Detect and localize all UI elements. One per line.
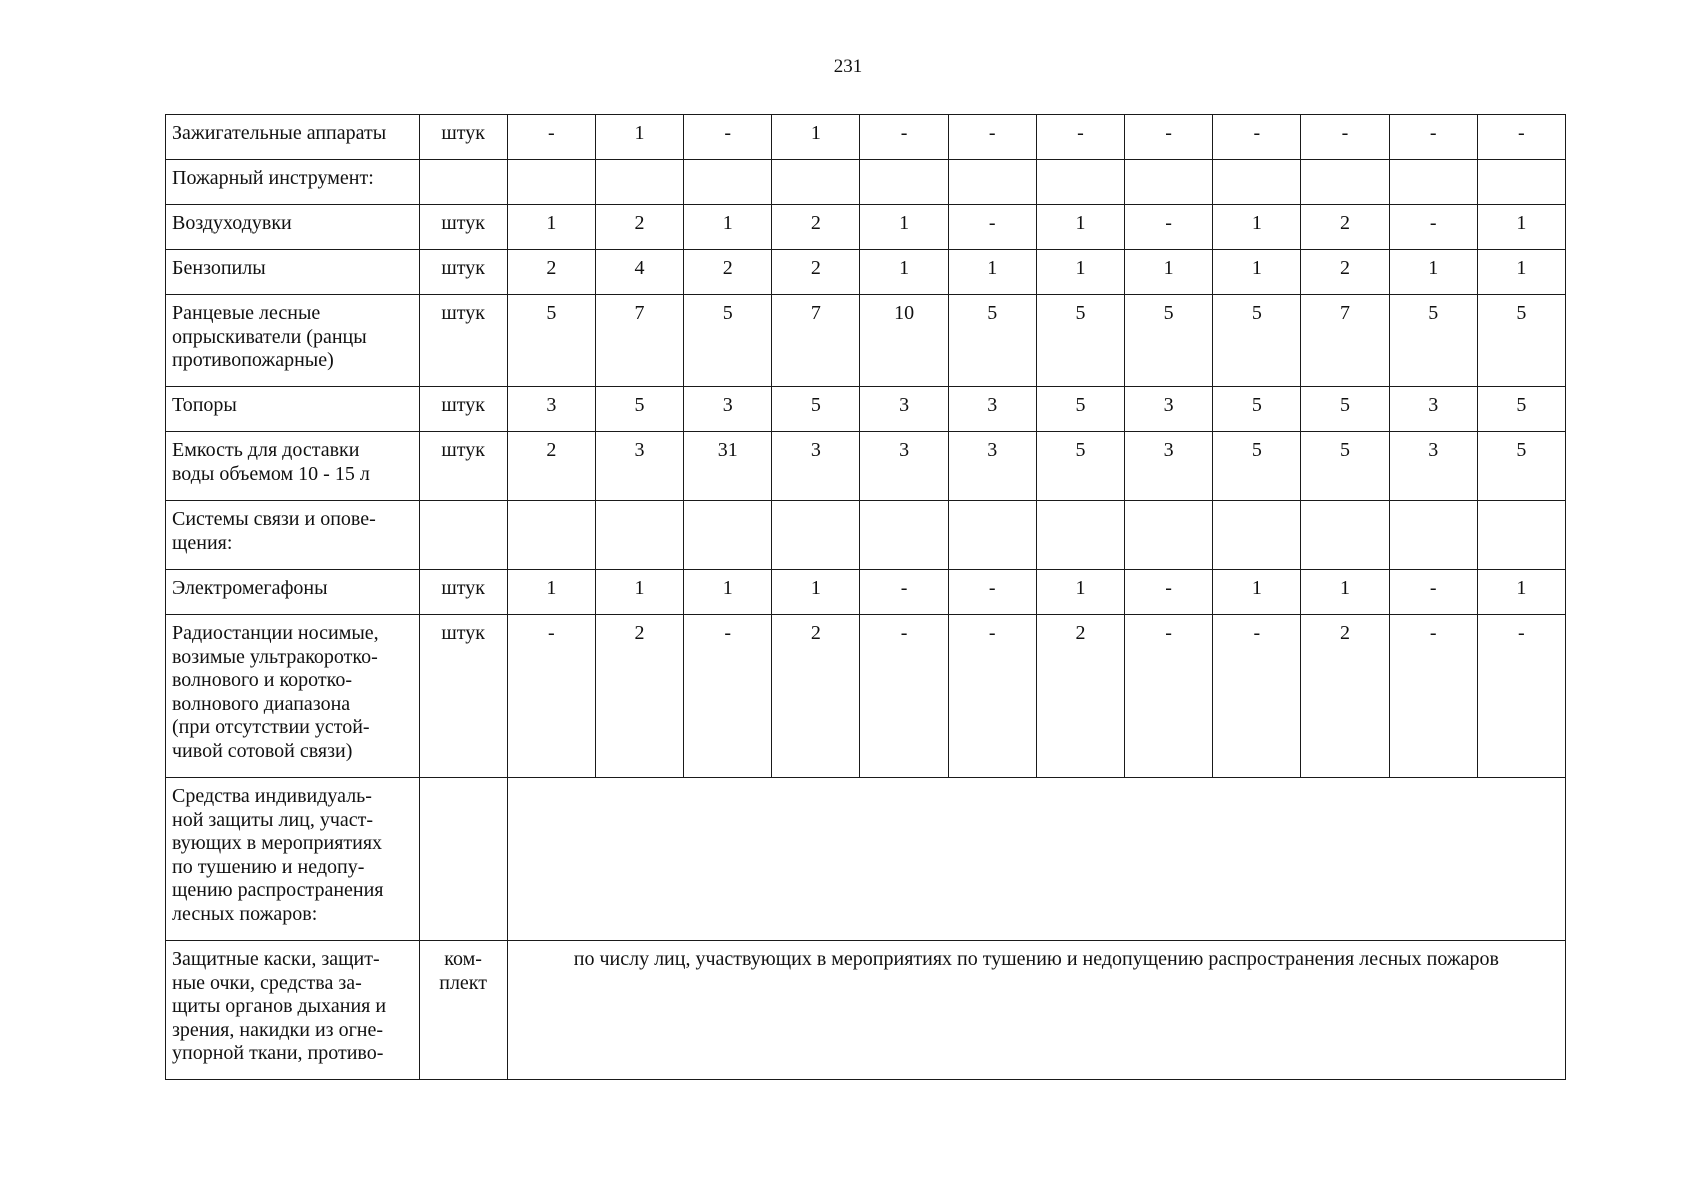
value-cell: 5 [684, 295, 772, 387]
value-cell: 7 [772, 295, 860, 387]
value-cell: 1 [1213, 205, 1301, 250]
item-name-line: противопожарные) [172, 349, 334, 371]
value-cell [595, 160, 683, 205]
value-cell: 1 [1036, 205, 1124, 250]
value-cell: - [1477, 115, 1565, 160]
value-cell: - [1125, 115, 1213, 160]
value-cell [1477, 160, 1565, 205]
value-cell: - [684, 615, 772, 778]
value-cell: 3 [772, 432, 860, 501]
unit-cell: штук [419, 432, 507, 501]
item-name-line: Бензопилы [172, 257, 266, 279]
value-cell: 2 [772, 205, 860, 250]
value-cell [772, 160, 860, 205]
table-row [166, 250, 1566, 295]
value-cell: 1 [1213, 250, 1301, 295]
value-cell: 1 [1477, 205, 1565, 250]
value-cell: - [1125, 615, 1213, 778]
value-cell: 3 [1389, 432, 1477, 501]
value-cell: 1 [1213, 570, 1301, 615]
value-cell: - [948, 570, 1036, 615]
value-cell: 1 [595, 570, 683, 615]
item-name-cell [166, 295, 420, 387]
unit-cell: штук [419, 387, 507, 432]
value-cell: - [507, 615, 595, 778]
value-cell: 1 [1036, 250, 1124, 295]
item-name-line: ные очки, средства за- [172, 971, 362, 994]
table-row [166, 115, 1566, 160]
value-cell [684, 160, 772, 205]
value-cell: 1 [772, 115, 860, 160]
unit-cell [419, 501, 507, 570]
value-cell: 5 [1477, 295, 1565, 387]
table-row [166, 570, 1566, 615]
value-cell: 5 [595, 387, 683, 432]
item-name-line: Средства индивидуаль- [172, 785, 372, 807]
unit-cell [419, 778, 507, 941]
table-body [166, 115, 1566, 1080]
value-cell: - [1213, 115, 1301, 160]
unit-cell: штук [419, 250, 507, 295]
unit-cell: штук [419, 205, 507, 250]
value-cell: 1 [684, 570, 772, 615]
item-name-line: вующих в мероприятиях [172, 832, 383, 854]
table-row [166, 778, 1566, 941]
unit-cell [419, 160, 507, 205]
value-cell: 3 [684, 387, 772, 432]
value-cell: 2 [595, 205, 683, 250]
value-cell: 1 [1301, 570, 1389, 615]
value-cell: 7 [595, 295, 683, 387]
value-cell: 3 [595, 432, 683, 501]
value-cell [684, 501, 772, 570]
value-cell: - [684, 115, 772, 160]
unit-cell: штук [419, 615, 507, 778]
value-cell: - [948, 205, 1036, 250]
item-name-line: Воздуходувки [172, 212, 292, 234]
item-name-line: Ранцевые лесные [172, 302, 321, 324]
value-cell: - [1477, 615, 1565, 778]
merged-note-cell: по числу лиц, участвующих в мероприятиях по тушению и недопущению распространения лесных пожаров [507, 941, 1565, 1080]
value-cell: 3 [860, 432, 948, 501]
unit-cell: штук [419, 570, 507, 615]
value-cell [1301, 160, 1389, 205]
value-cell: 5 [507, 295, 595, 387]
table-row [166, 615, 1566, 778]
value-cell: 1 [860, 250, 948, 295]
item-name-line: Пожарный инструмент: [172, 167, 374, 189]
page-number: 231 [833, 56, 863, 77]
value-cell: - [1389, 615, 1477, 778]
value-cell [1036, 160, 1124, 205]
item-name-line: Электромегафоны [172, 577, 328, 599]
item-name-cell [166, 941, 420, 1080]
value-cell: 1 [948, 250, 1036, 295]
value-cell: 5 [1125, 295, 1213, 387]
item-name-cell [166, 205, 420, 250]
value-cell [860, 160, 948, 205]
item-name-line: по тушению и недопу- [172, 855, 365, 878]
value-cell: 5 [1213, 432, 1301, 501]
value-cell [595, 501, 683, 570]
value-cell: 1 [1477, 250, 1565, 295]
table-row [166, 432, 1566, 501]
item-name-line: (при отсутствии устой- [172, 716, 370, 738]
value-cell: 1 [507, 205, 595, 250]
item-name-cell [166, 432, 420, 501]
value-cell: 4 [595, 250, 683, 295]
item-name-cell [166, 615, 420, 778]
value-cell: 5 [1036, 387, 1124, 432]
value-cell: 1 [860, 205, 948, 250]
value-cell: 5 [772, 387, 860, 432]
value-cell: 2 [507, 250, 595, 295]
item-name-cell [166, 501, 420, 570]
value-cell: 3 [507, 387, 595, 432]
item-name-line: возимые ультракоротко- [172, 645, 378, 668]
item-name-line: волнового и коротко- [172, 669, 352, 691]
item-name-line: ной защиты лиц, участ- [172, 808, 374, 831]
item-name-cell [166, 570, 420, 615]
item-name-line: лесных пожаров: [172, 902, 318, 925]
item-name-cell [166, 387, 420, 432]
value-cell: 2 [772, 615, 860, 778]
value-cell: 5 [1213, 387, 1301, 432]
value-cell: 5 [1036, 432, 1124, 501]
value-cell: 5 [1301, 387, 1389, 432]
value-cell: 5 [1477, 432, 1565, 501]
item-name-line: воды объемом 10 - 15 л [172, 462, 370, 485]
value-cell: 5 [1036, 295, 1124, 387]
equipment-table [165, 114, 1566, 1080]
value-cell: 1 [1125, 250, 1213, 295]
item-name-line: Системы связи и опове- [172, 508, 376, 530]
value-cell: 1 [1389, 250, 1477, 295]
value-cell: 1 [595, 115, 683, 160]
item-name-line: Топоры [172, 394, 237, 416]
value-cell [507, 501, 595, 570]
merged-note-cell [507, 778, 1565, 941]
value-cell [1213, 160, 1301, 205]
item-name-cell [166, 250, 420, 295]
value-cell: 3 [1125, 432, 1213, 501]
value-cell: - [1389, 570, 1477, 615]
value-cell: - [507, 115, 595, 160]
value-cell: - [860, 570, 948, 615]
value-cell: 1 [772, 570, 860, 615]
value-cell: 2 [1301, 615, 1389, 778]
value-cell: 7 [1301, 295, 1389, 387]
item-name-line: Радиостанции носимые, [172, 622, 379, 644]
value-cell: - [860, 115, 948, 160]
value-cell [1213, 501, 1301, 570]
item-name-cell [166, 778, 420, 941]
value-cell: 3 [1125, 387, 1213, 432]
item-name-line: Емкость для доставки [172, 439, 360, 461]
item-name-line: Защитные каски, защит- [172, 948, 380, 970]
table-row [166, 501, 1566, 570]
value-cell: - [1125, 570, 1213, 615]
value-cell [772, 501, 860, 570]
value-cell: 31 [684, 432, 772, 501]
item-name-line: чивой сотовой связи) [172, 739, 353, 762]
item-name-cell [166, 160, 420, 205]
value-cell [507, 160, 595, 205]
value-cell [1389, 501, 1477, 570]
value-cell: 2 [1301, 205, 1389, 250]
value-cell [1036, 501, 1124, 570]
value-cell: 1 [1477, 570, 1565, 615]
value-cell [1125, 501, 1213, 570]
value-cell: 5 [1301, 432, 1389, 501]
value-cell: 2 [684, 250, 772, 295]
value-cell: 2 [595, 615, 683, 778]
value-cell: 5 [1389, 295, 1477, 387]
value-cell: 3 [860, 387, 948, 432]
value-cell: 3 [948, 432, 1036, 501]
table-row [166, 941, 1566, 1080]
value-cell: 2 [507, 432, 595, 501]
unit-cell: штук [419, 115, 507, 160]
value-cell [948, 160, 1036, 205]
item-name-line: зрения, накидки из огне- [172, 1018, 384, 1041]
item-name-line: упорной ткани, противо- [172, 1042, 384, 1064]
unit-cell: ком- плект [419, 941, 507, 1080]
item-name-line: волнового диапазона [172, 692, 351, 715]
value-cell: 5 [1213, 295, 1301, 387]
value-cell: 2 [1301, 250, 1389, 295]
item-name-cell [166, 115, 420, 160]
table-row [166, 205, 1566, 250]
value-cell: 2 [1036, 615, 1124, 778]
value-cell: - [1213, 615, 1301, 778]
value-cell [1301, 501, 1389, 570]
value-cell [1125, 160, 1213, 205]
value-cell [860, 501, 948, 570]
item-name-line: опрыскиватели (ранцы [172, 325, 367, 348]
value-cell: - [1389, 115, 1477, 160]
value-cell: 1 [1036, 570, 1124, 615]
value-cell: - [948, 615, 1036, 778]
value-cell [1477, 501, 1565, 570]
value-cell: - [948, 115, 1036, 160]
item-name-line: щению распространения [172, 879, 384, 901]
item-name-line: щения: [172, 531, 233, 554]
value-cell: 10 [860, 295, 948, 387]
value-cell: - [1301, 115, 1389, 160]
table-row [166, 387, 1566, 432]
value-cell: - [860, 615, 948, 778]
value-cell: 5 [948, 295, 1036, 387]
item-name-line: Зажигательные аппараты [172, 122, 387, 144]
value-cell [948, 501, 1036, 570]
value-cell: 3 [1389, 387, 1477, 432]
table-row [166, 295, 1566, 387]
unit-cell: штук [419, 295, 507, 387]
value-cell: 5 [1477, 387, 1565, 432]
value-cell: 1 [684, 205, 772, 250]
value-cell: 1 [507, 570, 595, 615]
value-cell [1389, 160, 1477, 205]
value-cell: - [1036, 115, 1124, 160]
value-cell: - [1125, 205, 1213, 250]
value-cell: - [1389, 205, 1477, 250]
value-cell: 2 [772, 250, 860, 295]
table-row [166, 160, 1566, 205]
value-cell: 3 [948, 387, 1036, 432]
item-name-line: щиты органов дыхания и [172, 995, 387, 1017]
